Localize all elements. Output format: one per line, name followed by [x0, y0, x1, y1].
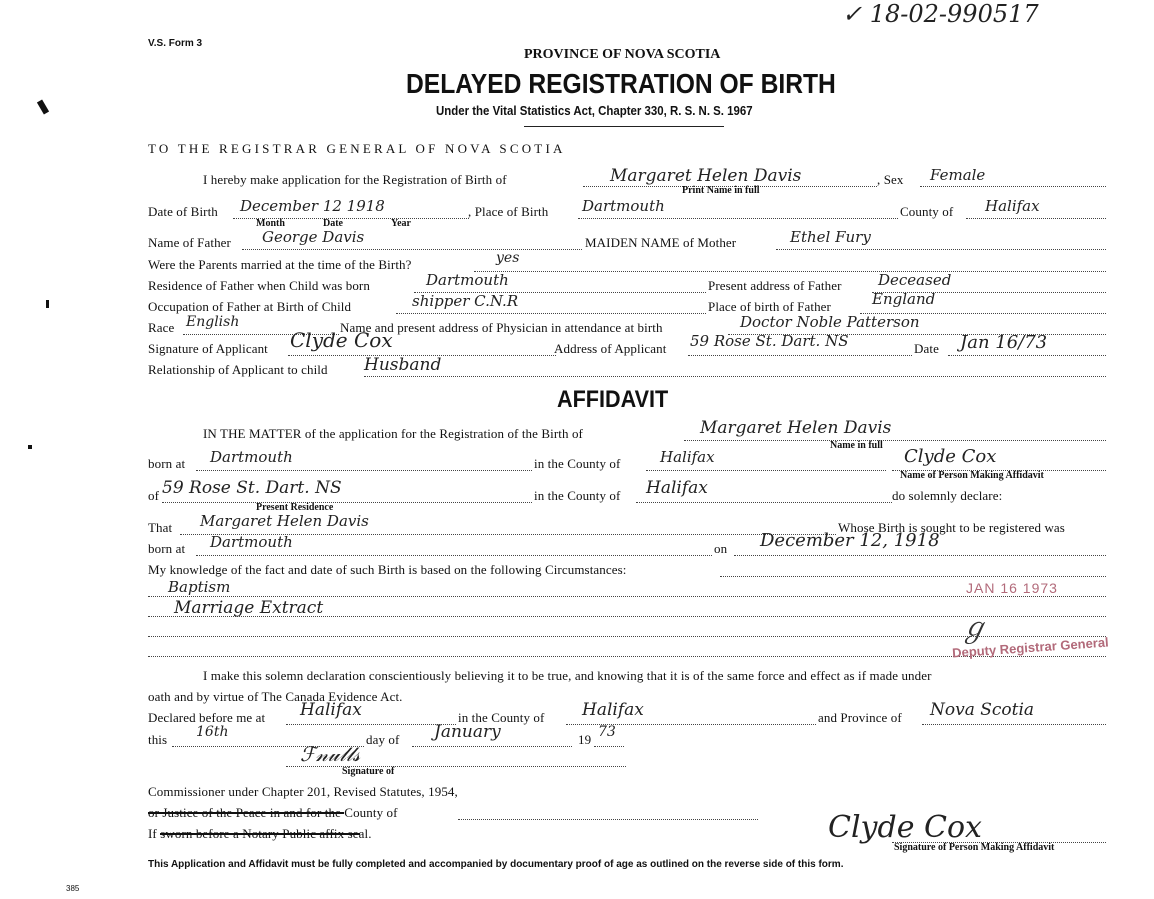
born-at2-line	[196, 555, 712, 556]
residence-hint: Present Residence	[256, 502, 334, 513]
married-field: yes	[496, 250, 520, 266]
father-birthplace-label: Place of birth of Father	[708, 299, 831, 314]
date-field: Jan 16/73	[960, 332, 1048, 353]
pob-line	[578, 218, 898, 219]
father-birthplace-field: England	[872, 290, 936, 308]
residence-label: Residence of Father when Child was born	[148, 278, 370, 293]
in-county-label: in the County of	[534, 456, 621, 471]
declare-label: do solemnly declare:	[892, 488, 1003, 503]
registrar-stamp-date: JAN 16 1973	[966, 580, 1058, 596]
declared-label: Declared before me at	[148, 710, 266, 725]
this-label: this	[148, 732, 168, 747]
born-at-line	[196, 470, 532, 471]
registrar-stamp-title: Deputy Registrar General	[951, 634, 1110, 661]
form-title: DELAYED REGISTRATION OF BIRTH	[406, 68, 836, 99]
sig-applicant-label: Signature of Applicant	[148, 341, 268, 356]
declared-at-field: Halifax	[300, 700, 362, 720]
margin-mark	[37, 99, 49, 114]
county1-field: Halifax	[660, 448, 715, 466]
declared-county-field: Halifax	[582, 700, 644, 720]
father-line	[242, 249, 582, 250]
county-label: County of	[900, 204, 954, 219]
addr-applicant-line	[688, 355, 912, 356]
strike-notary	[160, 833, 360, 835]
married-line	[474, 271, 1106, 272]
physician-field: Doctor Noble Patterson	[740, 313, 920, 331]
relationship-line	[364, 376, 1106, 377]
signature-of-hint: Signature of	[342, 766, 395, 777]
of-label: of	[148, 488, 160, 503]
occupation-line	[396, 313, 706, 314]
declared-county-label: in the County of	[458, 710, 545, 725]
race-label: Race	[148, 320, 175, 335]
addr-applicant-label: Address of Applicant	[554, 341, 667, 356]
declared-at-line	[286, 724, 456, 725]
month-line	[412, 746, 572, 747]
mother-line	[776, 249, 1106, 250]
province-header: PROVINCE OF NOVA SCOTIA	[524, 47, 721, 62]
county-field: Halifax	[985, 197, 1040, 215]
province-label: and Province of	[818, 710, 902, 725]
year-field: 73	[598, 724, 616, 740]
commissioner-county-line	[458, 819, 758, 820]
pob-label: , Place of Birth	[468, 204, 549, 219]
commissioner-signature: ℱ𝓃𝓊𝓁𝓁𝓈	[300, 742, 360, 766]
race-field: English	[186, 314, 240, 330]
knowledge-label: My knowledge of the fact and date of such Birth is based on the following Circumstances:	[148, 562, 627, 577]
that-label: That	[148, 520, 173, 535]
sex-field: Female	[930, 166, 986, 184]
that-name-field: Margaret Helen Davis	[200, 512, 369, 530]
margin-mark	[28, 445, 32, 449]
mother-field: Ethel Fury	[790, 228, 871, 246]
date-line	[948, 355, 1106, 356]
province-field: Nova Scotia	[930, 700, 1035, 720]
county2-field: Halifax	[646, 478, 708, 498]
county2-line	[636, 502, 892, 503]
affiant-signature: Clyde Cox	[904, 446, 997, 467]
affiant-hint: Name of Person Making Affidavit	[900, 470, 1044, 481]
relationship-label: Relationship of Applicant to child	[148, 362, 328, 377]
present-addr-label: Present address of Father	[708, 278, 842, 293]
solemn-line-2: oath and by virtue of The Canada Evidence Act.	[148, 689, 403, 704]
born-at-field: Dartmouth	[210, 448, 293, 466]
present-addr-field: Deceased	[878, 271, 952, 289]
child-name-field: Margaret Helen Davis	[610, 166, 802, 186]
day-of-label: day of	[366, 732, 400, 747]
date-label: Date	[914, 341, 939, 356]
affidavit-matter: IN THE MATTER of the application for the Registration of the Birth of	[203, 426, 583, 441]
sought-label: Whose Birth is sought to be registered was	[838, 520, 1065, 535]
month-hint: Month	[256, 218, 285, 229]
pob-field: Dartmouth	[582, 197, 665, 215]
born-at2-label: born at	[148, 541, 186, 556]
married-label: Were the Parents married at the time of the Birth?	[148, 257, 412, 272]
province-line	[922, 724, 1106, 725]
matter-name-field: Margaret Helen Davis	[700, 418, 892, 438]
year-hint: Year	[391, 218, 411, 229]
born-at-label: born at	[148, 456, 186, 471]
margin-mark	[46, 300, 49, 308]
father-label: Name of Father	[148, 235, 231, 250]
footer-note: This Application and Affidavit must be fully completed and accompanied by documentary proof of age as outlined on the reverse side of this form.	[148, 859, 844, 870]
in-county2-label: in the County of	[534, 488, 621, 503]
print-name-hint: Print Name in full	[682, 185, 760, 196]
year-line	[594, 746, 624, 747]
addr-applicant-field: 59 Rose St. Dart. NS	[690, 332, 849, 350]
physician-label: Name and present address of Physician in attendance at birth	[340, 320, 663, 335]
county1-line	[646, 470, 886, 471]
solemn-line-1: I make this solemn declaration conscientiously believing it to be true, and knowing that it is of the same force and effect as if made under	[203, 668, 932, 683]
born-at2-field: Dartmouth	[210, 533, 293, 551]
reference-number: ✓ 18-02-990517	[842, 0, 1039, 28]
month-field: January	[434, 722, 501, 742]
on-line	[734, 555, 1106, 556]
affidavit-heading: AFFIDAVIT	[557, 386, 669, 413]
occupation-field: shipper C.N.R	[412, 292, 519, 310]
application-intro: I hereby make application for the Registration of Birth of	[203, 172, 507, 187]
title-rule	[524, 126, 724, 127]
strike-justice	[148, 812, 344, 814]
commissioner-line-3: If sworn before a Notary Public affix seal.	[148, 826, 372, 841]
occupation-label: Occupation of Father at Birth of Child	[148, 299, 352, 314]
dob-field: December 12 1918	[240, 197, 385, 215]
form-subtitle: Under the Vital Statistics Act, Chapter 330, R. S. N. S. 1967	[436, 103, 753, 118]
sex-label: , Sex	[877, 172, 904, 187]
relationship-field: Husband	[364, 355, 442, 375]
commissioner-sig-line	[286, 766, 626, 767]
date-hint: Date	[323, 218, 343, 229]
commissioner-line-2: or Justice of the Peace in and for the County of	[148, 805, 398, 820]
residence-aff-line	[162, 502, 532, 503]
circ1-field: Baptism	[168, 578, 231, 596]
county-line	[966, 218, 1106, 219]
mother-label: MAIDEN NAME of Mother	[585, 235, 737, 250]
form-number: V.S. Form 3	[148, 38, 203, 49]
circ2-field: Marriage Extract	[174, 598, 324, 618]
registrar-signature: ℊ	[960, 611, 989, 644]
on-label: on	[714, 541, 728, 556]
final-sig-hint: Signature of Person Making Affidavit	[894, 842, 1055, 853]
circ-line-1	[148, 596, 1106, 597]
commissioner-line-1: Commissioner under Chapter 201, Revised Statutes, 1954,	[148, 784, 458, 799]
matter-name-line	[684, 440, 1106, 441]
sex-line	[920, 186, 1106, 187]
dob-label: Date of Birth	[148, 204, 218, 219]
to-registrar: TO THE REGISTRAR GENERAL OF NOVA SCOTIA	[148, 141, 566, 156]
year-prefix: 19	[578, 732, 592, 747]
page-code: 385	[66, 884, 80, 893]
residence-field: Dartmouth	[426, 271, 509, 289]
final-signature: Clyde Cox	[828, 810, 982, 845]
name-hint: Name in full	[830, 440, 883, 451]
on-date-field: December 12, 1918	[760, 530, 940, 551]
father-field: George Davis	[262, 228, 365, 246]
residence-aff-field: 59 Rose St. Dart. NS	[162, 478, 342, 498]
sig-applicant-field: Clyde Cox	[290, 328, 393, 352]
day-field: 16th	[196, 724, 229, 740]
knowledge-line	[720, 576, 1106, 577]
